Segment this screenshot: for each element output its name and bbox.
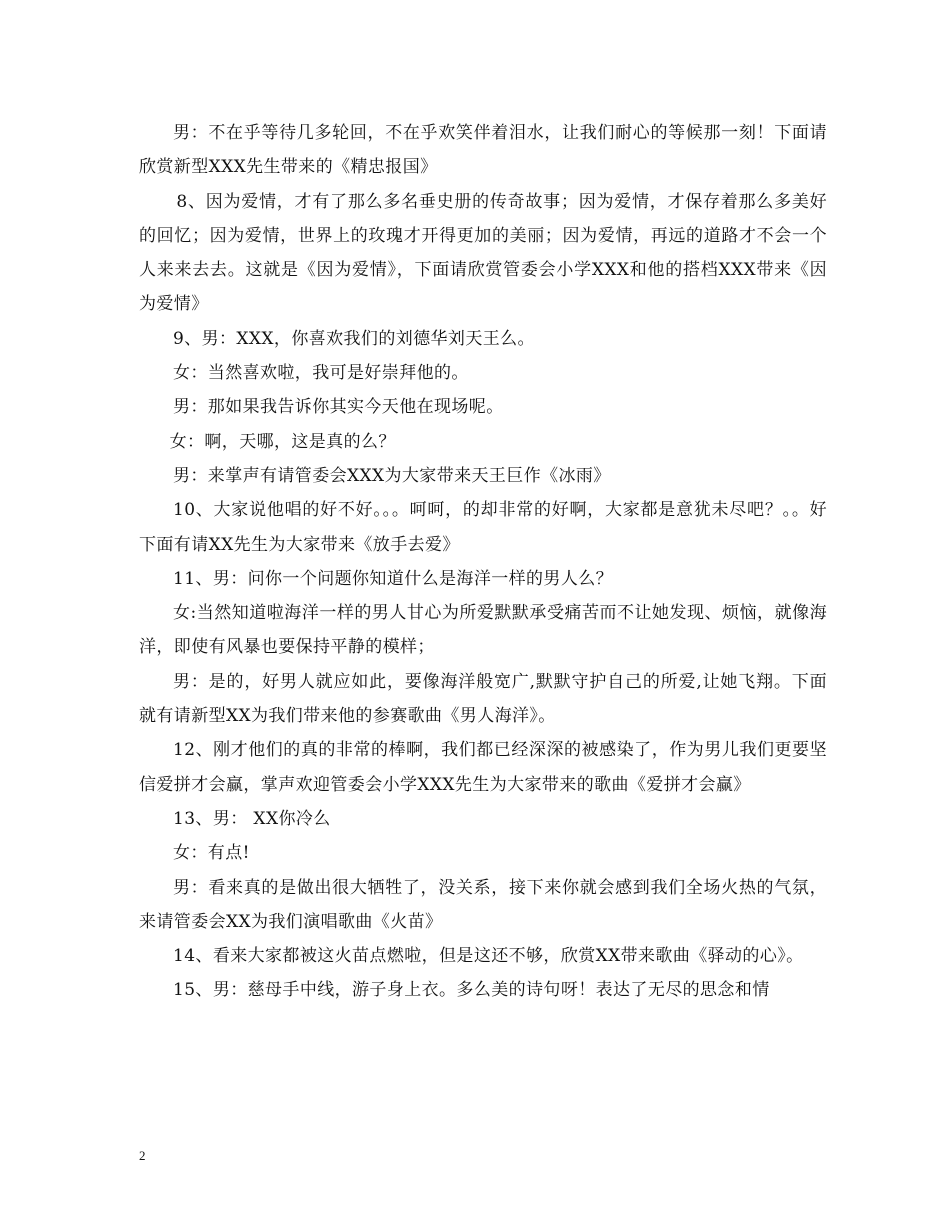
paragraph-8: 10、大家说他唱的好不好。。。呵呵，的却非常的好啊，大家都是意犹未尽吧？。。好下面有请XX先生为大家带来《放手去爱》	[139, 500, 827, 555]
paragraph-6: 女：啊，天哪，这是真的么？	[169, 431, 396, 452]
paragraph-4: 女：当然喜欢啦，我可是好崇拜他的。	[173, 363, 469, 384]
document-body	[139, 116, 827, 1008]
paragraph-7: 男：来掌声有请管委会XXX为大家带来天王巨作《冰雨》	[173, 465, 611, 486]
paragraph-1: 男：不在乎等待几多轮回，不在乎欢笑伴着泪水，让我们耐心的等候那一刻！下面请欣赏新型XXX先生带来的《精忠报国》	[139, 123, 827, 178]
paragraph-13: 13、男： XX你冷么	[173, 808, 331, 829]
paragraph-10: 女:当然知道啦海洋一样的男人甘心为所爱默默承受痛苦而不让她发现、烦恼，就像海洋，即使有风暴也要保持平静的模样；	[139, 603, 827, 658]
paragraph-5: 男：那如果我告诉你其实今天他在现场呢。	[173, 397, 504, 418]
paragraph-15: 男：看来真的是做出很大牺牲了，没关系，接下来你就会感到我们全场火热的气氛，来请管委会XX为我们演唱歌曲《火苗》	[139, 877, 827, 932]
page-number: 2	[139, 1148, 146, 1163]
paragraph-12: 12、刚才他们的真的非常的棒啊，我们都已经深深的被感染了，作为男儿我们更要坚信爱拼才会赢，掌声欢迎管委会小学XXX先生为大家带来的歌曲《爱拼才会赢》	[139, 740, 827, 795]
paragraph-11: 男：是的，好男人就应如此，要像海洋般宽广,默默守护自己的所爱,让她飞翔。下面就有请新型XX为我们带来他的参赛歌曲《男人海洋》。	[139, 671, 827, 727]
paragraph-3: 9、男：XXX，你喜欢我们的刘德华刘天王么。	[173, 328, 535, 349]
paragraph-9: 11、男：问你一个问题你知道什么是海洋一样的男人么？	[173, 568, 614, 589]
paragraph-17: 15、男：慈母手中线，游子身上衣。多么美的诗句呀！表达了无尽的思念和情	[173, 980, 770, 1001]
paragraph-16: 14、看来大家都被这火苗点燃啦，但是这还不够，欣赏XX带来歌曲《驿动的心》。	[173, 946, 804, 967]
paragraph-14: 女：有点!	[173, 843, 250, 864]
paragraph-2: 8、因为爱情，才有了那么多名垂史册的传奇故事；因为爱情，才保存着那么多美好的回忆；因为爱情，世界上的玫瑰才开得更加的美丽；因为爱情，再远的道路才不会一个人来来去去。这就是《因为爱情》，下面请欣赏管委会小学XXX和他的搭档XXX带来《因为爱情》	[139, 191, 827, 315]
